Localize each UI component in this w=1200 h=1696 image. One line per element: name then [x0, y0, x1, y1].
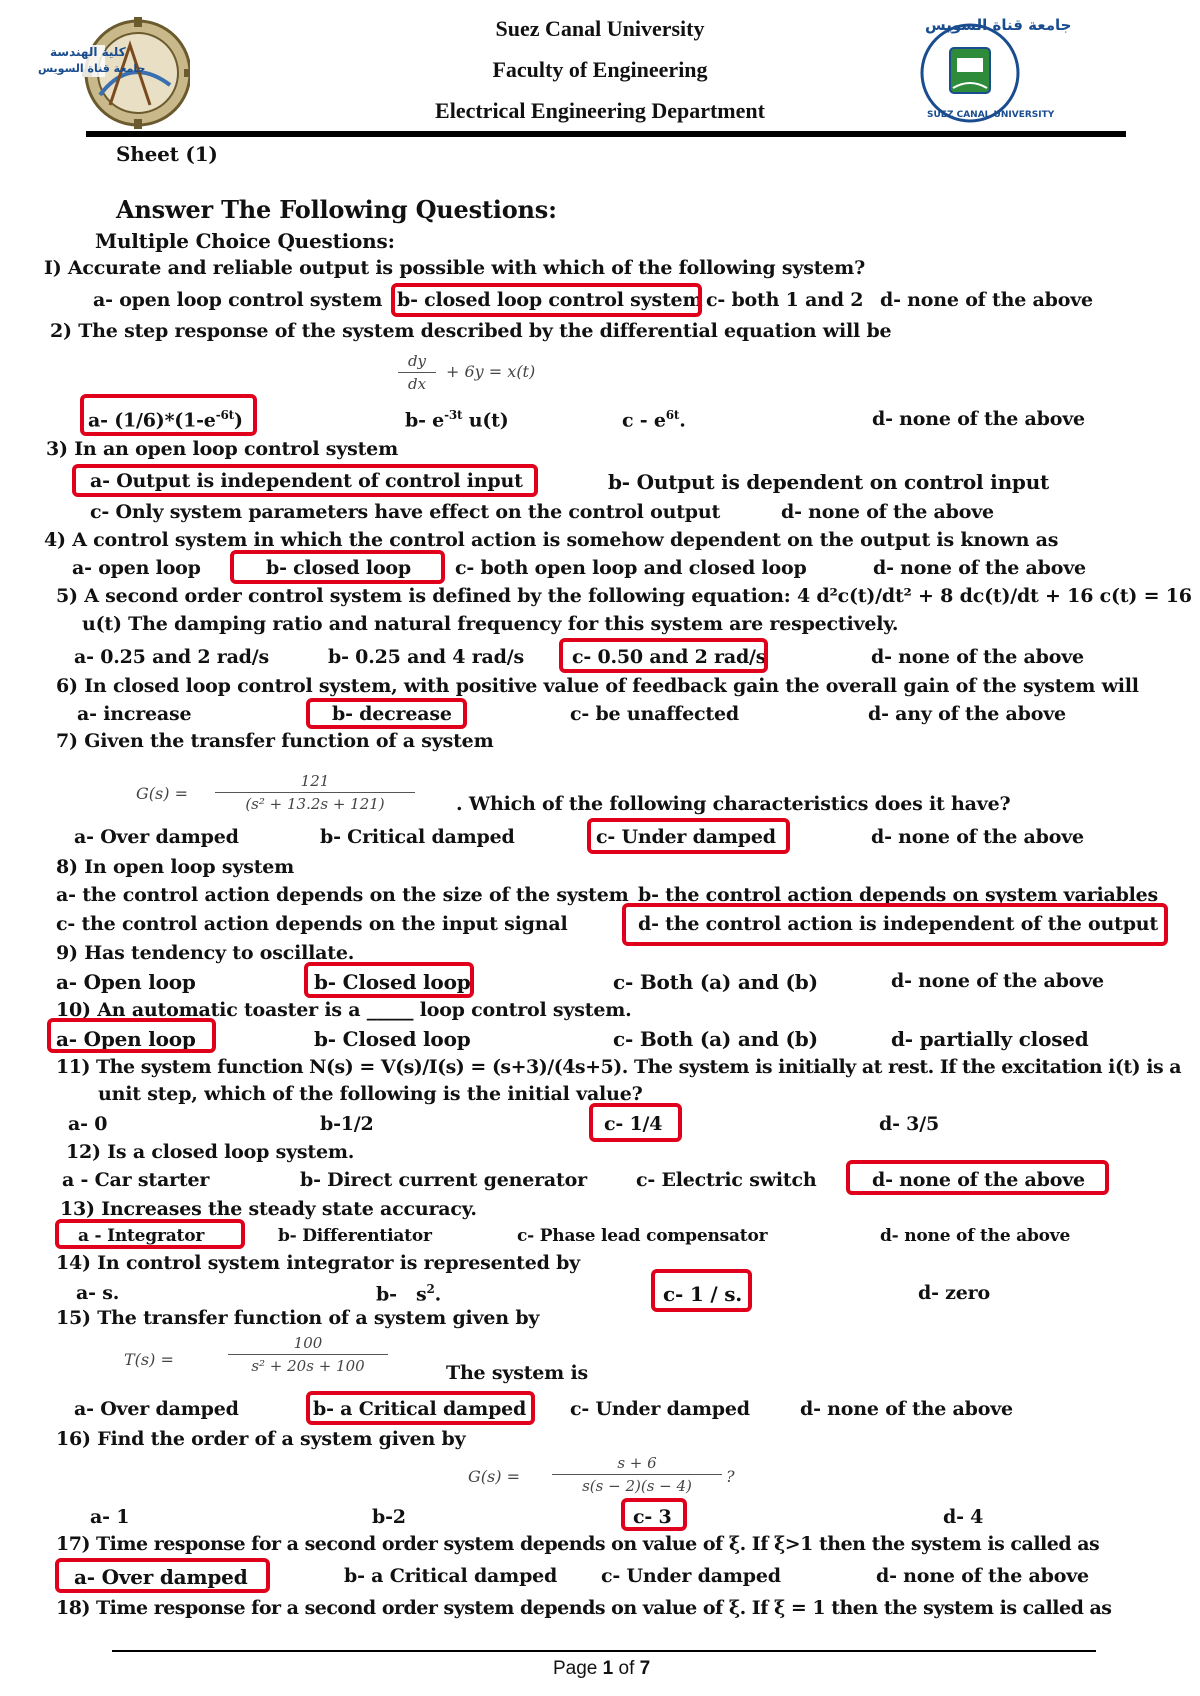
q16-eq-den: s(s − 2)(s − 4)	[582, 1477, 692, 1495]
q2-option-c-base: c - e	[622, 409, 666, 432]
left-logo-text-1: كلية الهندسة	[50, 45, 126, 59]
question-2: 2) The step response of the system described by the differential equation will be	[50, 320, 892, 342]
q12-option-a: a - Car starter	[62, 1169, 210, 1191]
q14-option-c: c- 1 / s.	[663, 1282, 743, 1306]
q9-option-d: d- none of the above	[891, 970, 1104, 992]
q7-equation-fraction	[215, 772, 415, 813]
header-rule	[86, 131, 1126, 137]
q12-option-d: d- none of the above	[872, 1169, 1085, 1191]
q2-option-c-tail: .	[679, 409, 686, 432]
q2-option-b-tail: u(t)	[462, 409, 509, 432]
page-of: of	[613, 1658, 640, 1679]
sheet-label: Sheet (1)	[116, 142, 218, 166]
q2-option-b-sup: -3t	[444, 408, 463, 422]
question-10: 10) An automatic toaster is a _____ loop control system.	[56, 999, 632, 1021]
question-16: 16) Find the order of a system given by	[56, 1428, 466, 1450]
q14-option-d: d- zero	[918, 1282, 990, 1304]
q16-option-d: d- 4	[943, 1506, 984, 1528]
q6-answer-highlight	[306, 698, 467, 729]
page-prefix: Page	[553, 1658, 603, 1679]
q7-eq-lhs: G(s) =	[136, 784, 188, 803]
question-14: 14) In control system integrator is represented by	[56, 1252, 581, 1274]
q6-option-c: c- be unaffected	[570, 703, 739, 725]
q6-option-a: a- increase	[77, 703, 192, 725]
question-15: 15) The transfer function of a system given by	[56, 1307, 540, 1329]
q3-option-c: c- Only system parameters have effect on the control output	[90, 501, 721, 523]
q2-option-a-sup: -6t	[215, 408, 234, 422]
main-title: Answer The Following Questions:	[116, 195, 557, 224]
q15-eq-num: 100	[293, 1334, 323, 1352]
q15-option-c: c- Under damped	[570, 1398, 750, 1420]
q13-option-a: a - Integrator	[78, 1226, 205, 1246]
q7-option-d: d- none of the above	[871, 826, 1084, 848]
q5-answer-highlight	[559, 638, 768, 673]
q2-eq-den: dx	[407, 375, 427, 393]
q7-eq-bar	[215, 792, 415, 793]
q1-option-b: b- closed loop control system	[397, 289, 703, 311]
q7-eq-num: 121	[300, 772, 330, 790]
q15-eq-bar	[228, 1354, 388, 1355]
page-number: 1	[602, 1658, 614, 1679]
question-5-line-2: u(t) The damping ratio and natural frequency for this system are respectively.	[82, 613, 899, 635]
q4-option-b: b- closed loop	[266, 557, 411, 579]
q5-option-b: b- 0.25 and 4 rad/s	[328, 646, 524, 668]
q17-option-a: a- Over damped	[74, 1565, 248, 1589]
q11-option-c: c- 1/4	[604, 1113, 663, 1135]
question-12: 12) Is a closed loop system.	[66, 1141, 355, 1163]
right-logo-arabic: جامعة قناة السويس	[925, 16, 1072, 34]
q2-option-b	[405, 408, 509, 431]
right-logo-english: SUEZ CANAL UNIVERSITY	[927, 110, 1055, 120]
q9-answer-highlight	[304, 962, 474, 998]
q1-option-c: c- both 1 and 2	[706, 289, 864, 311]
footer-rule	[112, 1650, 1096, 1652]
q2-option-a-base: a- (1/6)*(1-e	[88, 409, 216, 432]
q11-option-a: a- 0	[68, 1113, 108, 1135]
q11-option-d: d- 3/5	[879, 1113, 939, 1135]
q14-option-b-tail: .	[434, 1283, 442, 1306]
faculty-name: Faculty of Engineering	[492, 57, 708, 82]
q13-option-c: c- Phase lead compensator	[517, 1226, 768, 1246]
q9-option-a: a- Open loop	[56, 970, 196, 994]
q2-option-a-close: )	[233, 409, 243, 432]
question-7-line-2: . Which of the following characteristics does it have?	[456, 793, 1011, 815]
q16-answer-highlight	[621, 1498, 687, 1531]
q7-answer-highlight	[587, 818, 790, 854]
question-18: 18) Time response for a second order system depends on value of ξ. If ξ = 1 then the system is called as	[56, 1597, 1112, 1619]
q7-option-b: b- Critical damped	[320, 826, 515, 848]
q4-option-c: c- both open loop and closed loop	[455, 557, 807, 579]
q3-answer-highlight	[72, 464, 538, 497]
q4-option-a: a- open loop	[72, 557, 201, 579]
question-1: I) Accurate and reliable output is possible with which of the following system?	[44, 257, 866, 279]
q3-option-b: b- Output is dependent on control input	[608, 470, 1050, 494]
q10-answer-highlight	[47, 1018, 216, 1053]
q14-answer-highlight	[651, 1269, 752, 1312]
q9-option-b: b- Closed loop	[314, 970, 471, 994]
q10-option-b: b- Closed loop	[314, 1027, 471, 1051]
question-11-line-2: unit step, which of the following is the initial value?	[98, 1083, 643, 1105]
q9-option-c: c- Both (a) and (b)	[613, 970, 818, 994]
q14-option-a: a- s.	[76, 1282, 120, 1304]
q15-eq-den: s² + 20s + 100	[251, 1357, 365, 1375]
question-5: 5) A second order control system is defined by the following equation: 4 d²c(t)/dt² + 8 dc(t)/dt + 16 c(t) = 16	[56, 585, 1192, 607]
q1-option-d: d- none of the above	[880, 289, 1093, 311]
q11-answer-highlight	[589, 1103, 682, 1142]
q2-equation-rest: + 6y = x(t)	[446, 362, 536, 381]
q13-answer-highlight	[55, 1219, 245, 1249]
q15-answer-highlight	[306, 1391, 535, 1425]
section-title: Multiple Choice Questions:	[95, 229, 395, 253]
q2-eq-bar	[398, 372, 436, 373]
q16-eq-num: s + 6	[617, 1454, 657, 1472]
q2-option-b-base: b- e	[405, 409, 445, 432]
q17-answer-highlight	[55, 1558, 270, 1593]
q16-option-a: a- 1	[90, 1506, 130, 1528]
q5-option-d: d- none of the above	[871, 646, 1084, 668]
q16-equation-fraction	[552, 1454, 722, 1495]
q3-option-d: d- none of the above	[781, 501, 994, 523]
q2-option-c-sup: 6t	[665, 408, 680, 422]
q5-option-a: a- 0.25 and 2 rad/s	[74, 646, 270, 668]
q2-equation-fraction	[398, 352, 436, 393]
q2-option-d: d- none of the above	[872, 408, 1085, 430]
q15-option-d: d- none of the above	[800, 1398, 1013, 1420]
q15-option-b: b- a Critical damped	[313, 1398, 527, 1420]
q15-equation-fraction	[228, 1334, 388, 1375]
q13-option-d: d- none of the above	[880, 1226, 1071, 1246]
q10-option-a: a- Open loop	[56, 1027, 196, 1051]
q14-option-b	[376, 1282, 441, 1305]
q12-option-b: b- Direct current generator	[300, 1169, 587, 1191]
page-total: 7	[639, 1658, 651, 1679]
q13-option-b: b- Differentiator	[278, 1226, 432, 1246]
q8-answer-highlight	[622, 903, 1168, 946]
q16-eq-bar	[552, 1474, 722, 1475]
question-6: 6) In closed loop control system, with positive value of feedback gain the overall gain of the system will	[56, 675, 1139, 697]
q7-eq-den: (s² + 13.2s + 121)	[245, 795, 385, 813]
question-3: 3) In an open loop control system	[46, 438, 398, 460]
q8-option-a: a- the control action depends on the size of the system	[56, 884, 629, 906]
q16-option-b: b-2	[372, 1506, 406, 1528]
q12-answer-highlight	[846, 1160, 1109, 1195]
university-name: Suez Canal University	[495, 16, 705, 41]
q7-option-c: c- Under damped	[596, 826, 776, 848]
question-17: 17) Time response for a second order system depends on value of ξ. If ξ>1 then the system is called as	[56, 1533, 1100, 1555]
department-name: Electrical Engineering Department	[435, 98, 765, 123]
q8-option-c: c- the control action depends on the input signal	[56, 913, 568, 935]
q2-eq-num: dy	[407, 352, 427, 370]
question-8: 8) In open loop system	[56, 856, 295, 878]
q7-option-a: a- Over damped	[74, 826, 239, 848]
question-4: 4) A control system in which the control action is somehow dependent on the output is known as	[44, 529, 1059, 551]
left-logo-text-2: جامعة قناة السويس	[38, 62, 146, 75]
q4-option-d: d- none of the above	[873, 557, 1086, 579]
q12-option-c: c- Electric switch	[636, 1169, 817, 1191]
q10-option-c: c- Both (a) and (b)	[613, 1027, 818, 1051]
q16-eq-tail: ?	[726, 1467, 735, 1486]
q2-option-c	[622, 408, 686, 431]
q14-option-b-sup: 2	[426, 1282, 435, 1296]
q3-option-a: a- Output is independent of control input	[90, 470, 523, 492]
q16-option-c: c- 3	[633, 1506, 672, 1528]
page-indicator	[553, 1658, 650, 1680]
q6-option-d: d- any of the above	[868, 703, 1066, 725]
q17-option-c: c- Under damped	[601, 1565, 781, 1587]
q1-option-a: a- open loop control system	[93, 289, 383, 311]
question-9: 9) Has tendency to oscillate.	[56, 942, 355, 964]
q15-eq-lhs: T(s) =	[124, 1350, 174, 1369]
question-11: 11) The system function N(s) = V(s)/I(s) = (s+3)/(4s+5). The system is initially at rest. If the excitation i(t) is a	[56, 1056, 1182, 1078]
q17-option-b: b- a Critical damped	[344, 1565, 558, 1587]
q8-option-b: b- the control action depends on system variables	[638, 884, 1159, 906]
q6-option-b: b- decrease	[332, 703, 452, 725]
q1-answer-highlight	[391, 283, 702, 317]
question-7: 7) Given the transfer function of a system	[56, 730, 494, 752]
q2-answer-highlight	[80, 394, 257, 436]
q11-option-b: b-1/2	[320, 1113, 374, 1135]
q5-option-c: c- 0.50 and 2 rad/s	[572, 646, 767, 668]
q4-answer-highlight	[230, 550, 445, 584]
question-13: 13) Increases the steady state accuracy.	[60, 1198, 477, 1220]
q16-eq-lhs: G(s) =	[468, 1467, 520, 1486]
q10-option-d: d- partially closed	[891, 1027, 1089, 1051]
q8-option-d: d- the control action is independent of the output	[638, 913, 1158, 935]
q17-option-d: d- none of the above	[876, 1565, 1089, 1587]
question-15-line-2: The system is	[446, 1362, 588, 1384]
q14-option-b-base: b- s	[376, 1283, 427, 1306]
q15-option-a: a- Over damped	[74, 1398, 239, 1420]
